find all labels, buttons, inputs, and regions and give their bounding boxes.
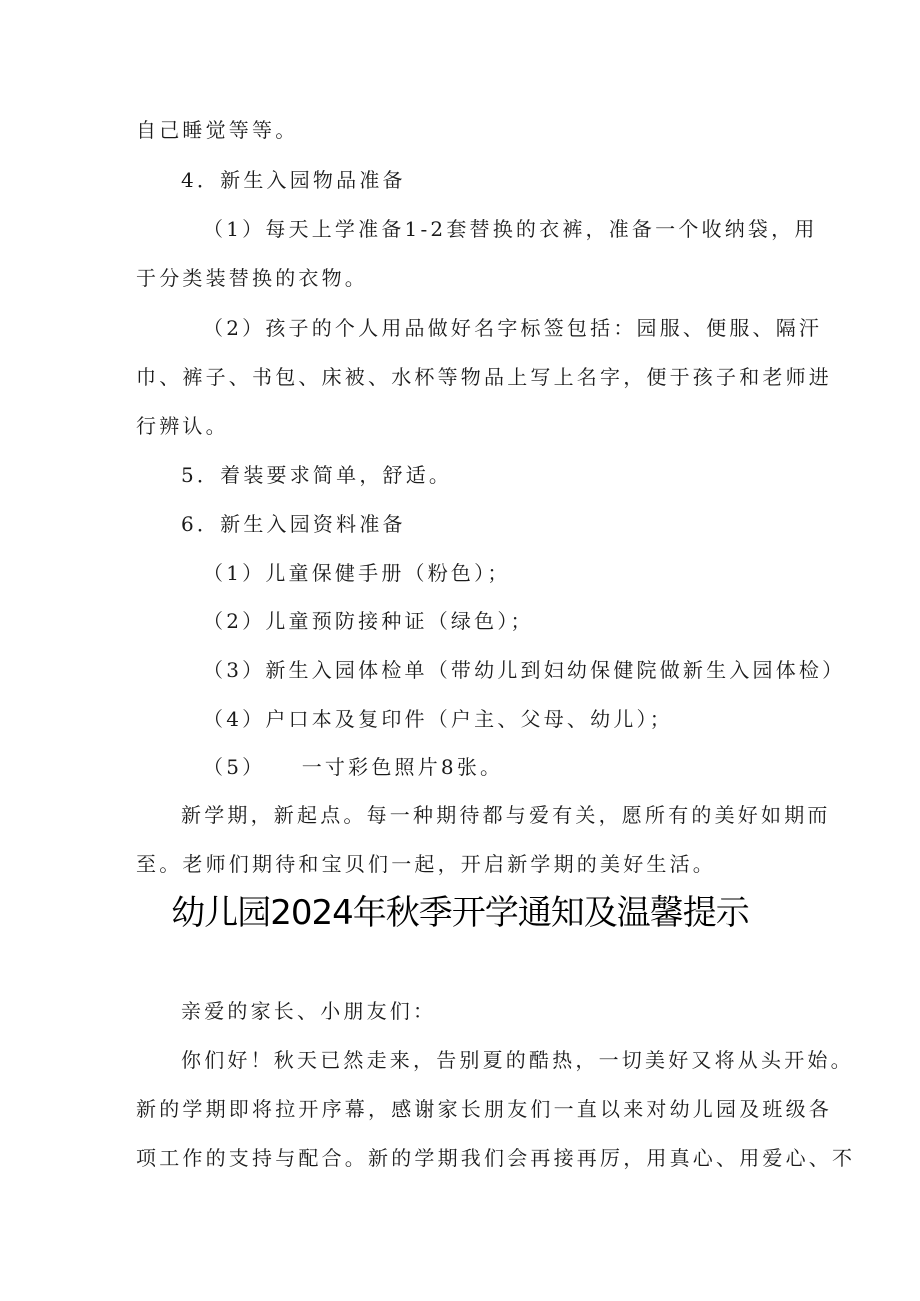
greeting-line: 亲爱的家长、小朋友们： [181, 999, 437, 1023]
list-item-4-2-line-1: （2）孩子的个人用品做好名字标签包括：园服、便服、隔汗 [203, 316, 823, 340]
body-paragraph-line-2: 新的学期即将拉开序幕，感谢家长朋友们一直以来对幼儿园及班级各 [136, 1097, 832, 1121]
closing-paragraph-line-2: 至。老师们期待和宝贝们一起，开启新学期的美好生活。 [136, 852, 716, 876]
section-heading-4: 4．新生入园物品准备 [181, 168, 406, 192]
body-paragraph-line-1: 你们好！秋天已然走来，告别夏的酷热，一切美好又将从头开始。 [181, 1048, 854, 1072]
section-heading-6: 6．新生入园资料准备 [181, 512, 406, 536]
list-item-4-2-line-2: 巾、裤子、书包、床被、水杯等物品上写上名字，便于孩子和老师进 [136, 365, 832, 389]
list-item-6-5: （5） 一寸彩色照片8张。 [203, 755, 504, 779]
list-item-4-1-line-1: （1）每天上学准备1-2套替换的衣裤，准备一个收纳袋，用 [203, 217, 818, 241]
document-title: 幼儿园2024年秋季开学通知及温馨提示 [171, 893, 749, 933]
list-item-6-1: （1）儿童保健手册（粉色）； [203, 561, 511, 585]
list-item-4-1-line-2: 于分类装替换的衣物。 [136, 266, 368, 290]
list-item-6-3: （3）新生入园体检单（带幼儿到妇幼保健院做新生入园体检） [203, 658, 846, 682]
list-item-6-2: （2）儿童预防接种证（绿色）； [203, 609, 534, 633]
list-item-6-4: （4）户口本及复印件（户主、父母、幼儿）； [203, 707, 673, 731]
closing-paragraph-line-1: 新学期，新起点。每一种期待都与爱有关，愿所有的美好如期而 [181, 803, 831, 827]
paragraph-line-1: 自己睡觉等等。 [136, 118, 299, 142]
body-paragraph-line-3: 项工作的支持与配合。新的学期我们会再接再厉，用真心、用爱心、不 [136, 1146, 856, 1170]
list-item-4-2-line-3: 行辨认。 [136, 414, 229, 438]
section-heading-5: 5．着装要求简单，舒适。 [181, 463, 453, 487]
